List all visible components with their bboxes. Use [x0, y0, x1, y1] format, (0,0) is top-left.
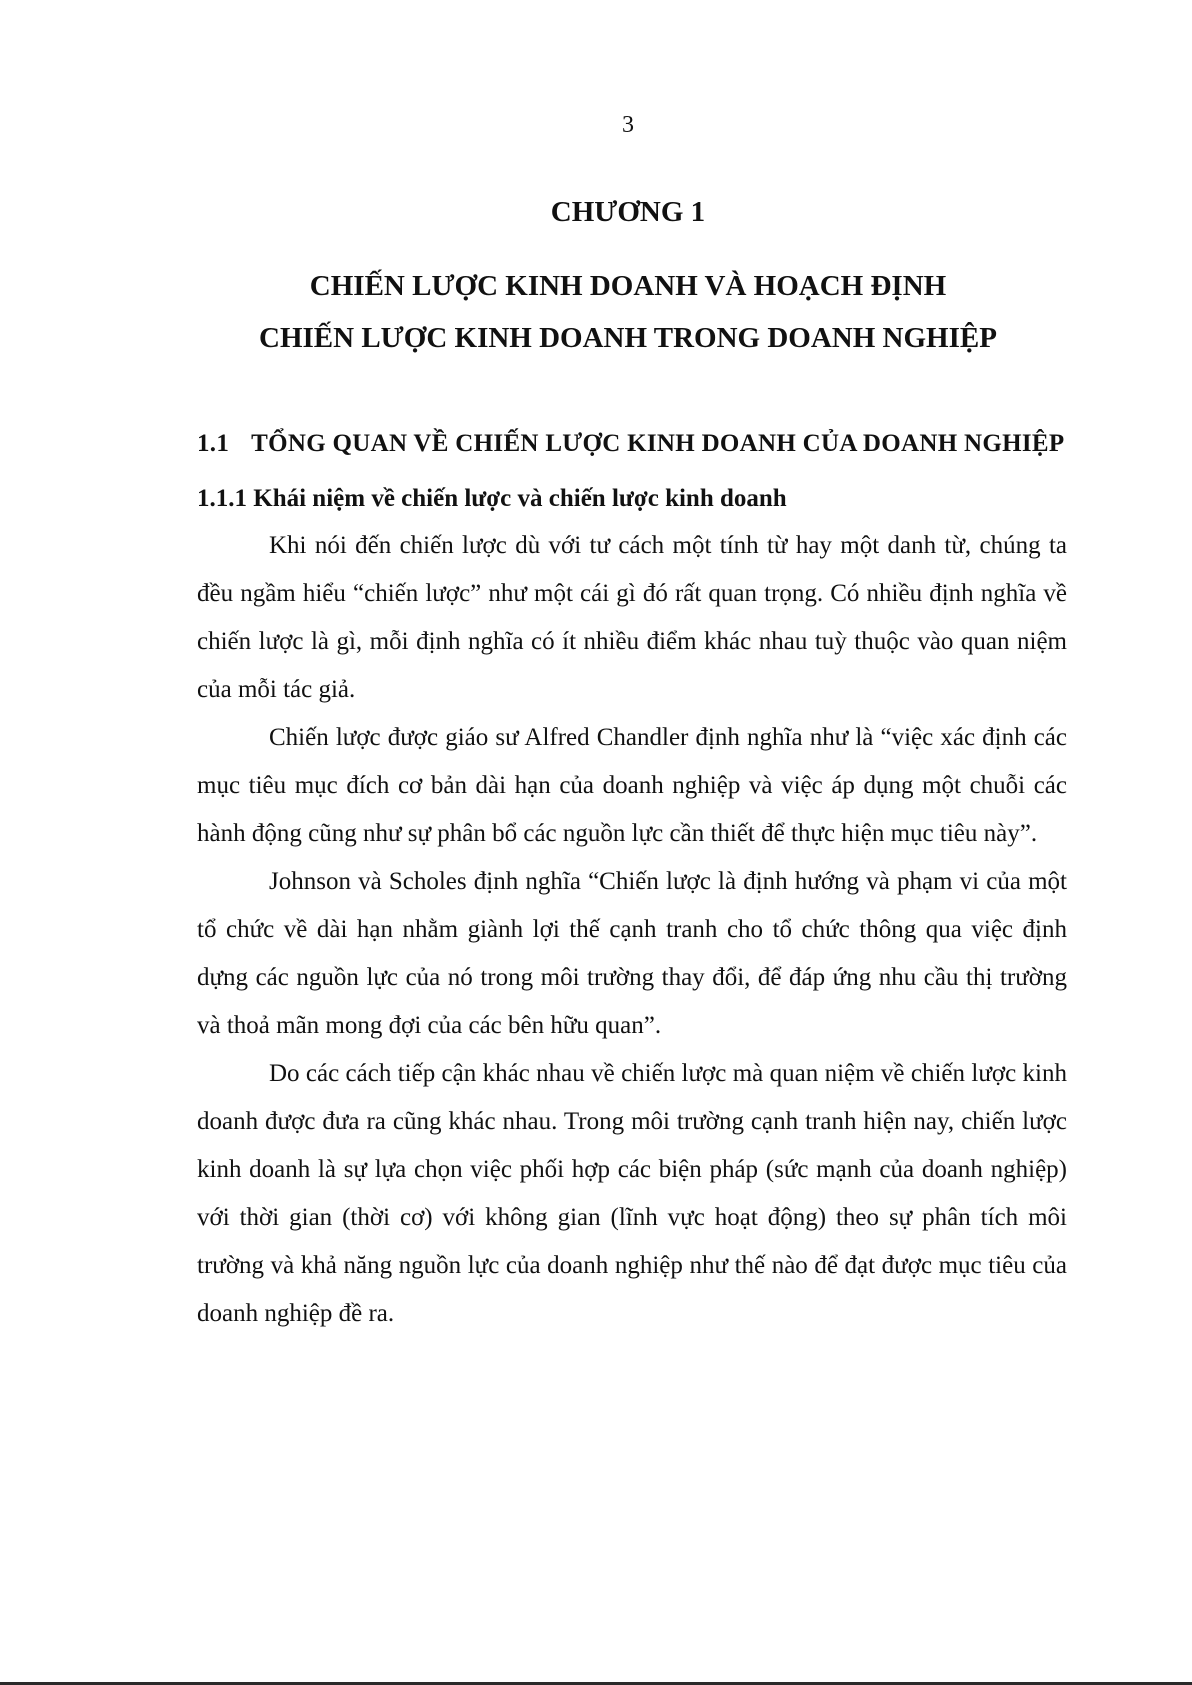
section-title: TỔNG QUAN VỀ CHIẾN LƯỢC KINH DOANH CỦA DOANH NGHIỆP: [251, 430, 1065, 457]
section-number: 1.1: [197, 430, 230, 457]
document-body: [197, 420, 1067, 1338]
chapter-title-line-2: CHIẾN LƯỢC KINH DOANH TRONG DOANH NGHIỆP: [259, 322, 997, 354]
paragraph-2: Chiến lược được giáo sư Alfred Chandler định nghĩa như là “việc xác định các mục tiêu mục đích cơ bản dài hạn của doanh nghiệp và việc áp dụng một chuỗi các hành động cũng như sự phân bổ các nguồn lực cần thiết để thực hiện mục tiêu này”.: [197, 724, 1067, 847]
page-number: 3: [622, 112, 634, 138]
paragraph-1: Khi nói đến chiến lược dù với tư cách một tính từ hay một danh từ, chúng ta đều ngầm hiểu “chiến lược” như một cái gì đó rất quan trọng. Có nhiều định nghĩa về chiến lược là gì, mỗi định nghĩa có ít nhiều điểm khác nhau tuỳ thuộc vào quan niệm của mỗi tác giả.: [197, 532, 1067, 703]
chapter-title: [0, 260, 1192, 364]
paragraph-4: Do các cách tiếp cận khác nhau về chiến lược mà quan niệm về chiến lược kinh doanh được đưa ra cũng khác nhau. Trong môi trường cạnh tranh hiện nay, chiến lược kinh doanh là sự lựa chọn việc phối hợp các biện pháp (sức mạnh của doanh nghiệp) với thời gian (thời cơ) với không gian (lĩnh vực hoạt động) theo sự phân tích môi trường và khả năng nguồn lực của doanh nghiệp như thế nào để đạt được mục tiêu của doanh nghiệp đề ra.: [197, 1060, 1067, 1327]
paragraph-3: Johnson và Scholes định nghĩa “Chiến lược là định hướng và phạm vi của một tổ chức về dài hạn nhằm giành lợi thế cạnh tranh cho tổ chức thông qua việc định dựng các nguồn lực của nó trong môi trường thay đổi, để đáp ứng nhu cầu thị trường và thoả mãn mong đợi của các bên hữu quan”.: [197, 868, 1067, 1039]
chapter-label: CHƯƠNG 1: [550, 196, 706, 228]
section-heading: [197, 420, 1067, 467]
chapter-title-line-1: CHIẾN LƯỢC KINH DOANH VÀ HOẠCH ĐỊNH: [309, 270, 947, 302]
subsection-heading: 1.1.1 Khái niệm về chiến lược và chiến lược kinh doanh: [197, 485, 787, 512]
